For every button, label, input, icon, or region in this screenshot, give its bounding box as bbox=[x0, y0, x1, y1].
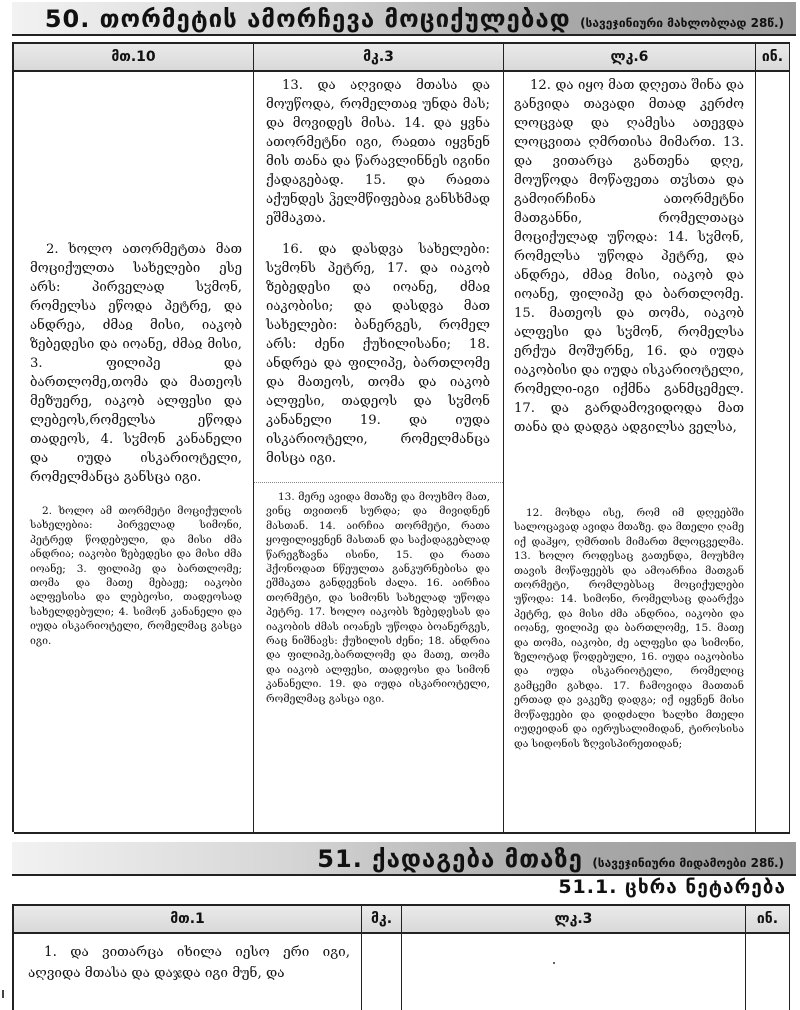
header-matthew: მთ.10 bbox=[14, 44, 254, 72]
mark-divider bbox=[254, 482, 503, 483]
mark-old-text-2: 16. და დასდვა სახელები: სჳმონს პეტრე, 17. და იაკობ ზებედესი და იოანე, ძმაჲ იაკობისი; და დასდვა მათ სახელები: ბანერგეს, რომელ არს: ძენი ქუხილისანი; 18. ანდრეა და ფილიპე, ბართლომე და მათეოს, თომა და იაკობ ალფესი, თადეოს და სჳმონ კანანელი 19. და იუდა ისკარიოტელი, რომელმანცა მისცა იგი. bbox=[266, 242, 490, 466]
scan-edge-mark bbox=[2, 990, 4, 998]
section-51-title bbox=[317, 845, 784, 873]
header-mark: მკ.3 bbox=[254, 44, 504, 72]
header-john-51: ინ. bbox=[746, 906, 790, 934]
column-mark-51 bbox=[362, 934, 402, 1010]
section-50-title-text: 50. თორმეტის ამორჩევა მოციქულებად bbox=[44, 5, 571, 33]
matthew-old-text: 2. ხოლო ათორმეტთა მათ მოციქულთა სახელები ესე არს: პირველად სჳმონ, რომელსა ეწოდა პეტრე, და ანდრეა, ძმაჲ მისი, იაკობ ზებედესი და იოანე, ძმაჲ მისი, 3. ფილიპე და ბართლომე,თომა და მათეოს მეზუერე, იაკობ ალფესი და ლებეოს,რომელსა ეწოდა თადეოს, 4. სჳმონ კანანელი და იუდა ისკარიოტელი, რომელმანცა განსცა იგი. bbox=[30, 242, 242, 485]
header-mark-51: მკ. bbox=[362, 906, 402, 934]
section-50-ref: (სავეჯინიური მახლობლად 28წ.) bbox=[580, 16, 784, 30]
mark-modern-text: 13. მერე ავიდა მთაზე და მოუხმო მათ, ვინც თვითონ სურდა; და მივიდნენ მასთან. 14. აირჩია თორმეტი, რათა ყოფილიყვნენ მასთან და საქადაგებლად წარეგზავნა ისინი, 15. და რათა ჰქონოდათ ნწეულთა განკურნებისა და ეშმაკთა განდევნის ძალა. 16. აირჩია თორმეტი, და სიმონს სახელად უწოდა პეტრე. 17. ხოლო იაკობს ზებედესას და იაკობის ძმას იოანეს უწოდა ბოანერგეს, რაც ნიშნავს: ქუხილის ძენი; 18. ანდრია და ფილიპე,ბართლომე და მათე, თომა და იაკობ ალფესი, თადეოსი და სიმონ კანანელი. 19. და იუდა ისკარიოტელი, რომელმაც გასცა იგი. bbox=[266, 491, 490, 705]
matthew-modern-text: 2. ხოლო ამ თორმეტი მოციქულის სახელებია: პირველად სიმონი, პეტრედ წოდებული, და მისი ძმა ანდრია; იაკობი ზებედესი და მისი ძმა იოანე; 3. ფილიპე და ბართლომე; თომა და მათე მებაჟე; იაკობი ალფესისა და ლებეოსი, თადეოსად სახელდებული; 4. სიმონ კანანელი და იუდა ისკარიოტელი, რომელმაც გასცა იგი. bbox=[30, 505, 242, 647]
section-51-title-text: 51. ქადაგება მთაზე bbox=[317, 845, 583, 873]
header-john: ინ. bbox=[756, 44, 790, 72]
matthew-51-old-text: 1. და ვითარცა იხილა იესო ერი იგი, აღვიდა მთასა და დაჯდა იგი მუნ, და bbox=[28, 944, 350, 981]
column-matthew bbox=[14, 72, 254, 834]
header-luke: ლკ.6 bbox=[504, 44, 756, 72]
column-john bbox=[756, 72, 790, 834]
section-51-ref: (სავეჯინიური მიდამოები 28წ.) bbox=[592, 856, 784, 870]
luke-modern-text: 12. მოხდა ისე, რომ იმ დღეებში სალოცავად ავიდა მთაზე. და მთელი ღამე იქ დაჰყო, ღმრთის მიმართ მლოცველმა. 13. ხოლო როდესაც გათენდა, მოუხმო თავის მოწაფეებს და ამოარჩია მათგან თორმეტი, რომლებსაც მოციქულები უწოდა: 14. სიმონი, რომელსაც დაარქვა პეტრე, და მისი ძმა ანდრია, იაკობი და იოანე, ფილიპე და ბართლომე, 15. მათე და თომა, იაკობი, ძე ალფესი და სიმონი, ზელოტად წოდებული, 16. იუდა იაკობისა და იუდა ისკარიოტელი, რომელიც გამცემი გახდა. 17. ჩამოვიდა მათთან ერთად და ვაკეზე დადგა; იქ იყვნენ მისი მოწაფეები და დიდძალი ხალხი მთელი იუდეიდან და იერუსალიმიდან, ტიროსისა და სიდონის ზღვისპირეთიდან; bbox=[514, 507, 744, 750]
section-51-subtitle: 51.1. ცხრა ნეტარება bbox=[558, 876, 786, 898]
column-luke-51 bbox=[402, 934, 746, 1010]
column-mark bbox=[254, 72, 504, 834]
column-matthew-51 bbox=[14, 934, 362, 1010]
header-luke-51: ლკ.3 bbox=[402, 906, 746, 934]
section-51-banner bbox=[12, 842, 796, 876]
column-john-51 bbox=[746, 934, 790, 1010]
section-50-title bbox=[45, 5, 784, 33]
section-50-banner bbox=[12, 2, 796, 36]
column-luke bbox=[504, 72, 756, 834]
section-51-table bbox=[12, 904, 790, 1010]
mark-old-text-1: 13. და აღვიდა მთასა და მოუწოდა, რომელთაჲ უნდა მას; და მოვიდეს მისა. 14. და ყვნა ათორმეტნი იგი, რაჲთა იყვნენ მის თანა და წარავლინნეს იგინი ქადაგებად. 15. და რაჲთა აქუნდეს ჴელმწიფებაჲ განსხმად ეშმაკთა. bbox=[266, 78, 490, 226]
section-50-table bbox=[12, 42, 790, 832]
scan-speck bbox=[553, 962, 555, 964]
luke-old-text: 12. და იყო მათ დღეთა შინა და განვიდა თავადი მთად კერძო ლოცვად და ღამესა ათევდა ლოცვითა ღმრთისა მიმართ. 13. და ვითარცა განთენა დღე, მოუწოდა მოწაფეთა თჳსთა და გამოირჩინა ათორმეტნი მათგანნი, რომელთაცა მოციქულად უწოდა: 14. სჳმონ, რომელსა უწოდა პეტრე, და ანდრეა, ძმაჲ მისი, იაკობ და იოანე, ფილიპე და ბართლომე. 15. მათეოს და თომა, იაკობ ალფესი და სჳმონ, რომელსა ერქუა მოშურნე, 16. და იუდა იაკობისი და იუდა ისკარიოტელი, რომელი-იგი იქმნა განმცემელ. 17. და გარდამოვიდოდა მათ თანა და დადგა ადგილსა ველსა, bbox=[514, 78, 745, 435]
header-matthew-51: მთ.1 bbox=[14, 906, 362, 934]
